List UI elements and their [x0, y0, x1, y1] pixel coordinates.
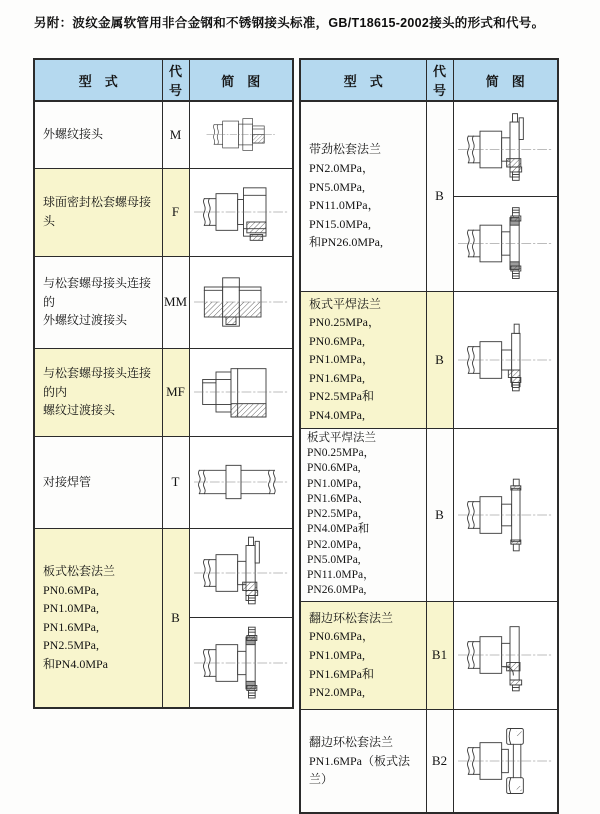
fitting-code: B [426, 291, 453, 428]
fitting-type-line: 板式平焊法兰 [307, 431, 376, 444]
fitting-type-line: PN11.0MPa，PN15.0MPa, [309, 198, 380, 231]
fitting-type-line: PN0.6MPa，PN1.0MPa, [309, 629, 375, 662]
table-row [300, 709, 558, 813]
fitting-type-line: PN1.6MPa和PN2.0MPa, [309, 666, 375, 700]
sketch-stack [190, 102, 293, 167]
table-row [34, 528, 293, 708]
fitting-type-line: PN2.5MPa和PN4.0MPa, [309, 389, 375, 423]
sketch-stack [190, 529, 293, 707]
fitting-type-cell [300, 428, 426, 601]
fitting-type-cell [34, 348, 162, 436]
fitting-type-line: PN1.6MPa（板式法兰） [309, 753, 411, 787]
fitting-type-cell [34, 256, 162, 348]
fitting-type-cell [34, 528, 162, 708]
table-row [34, 256, 293, 348]
fitting-type-line: 板式平焊法兰 [309, 296, 382, 311]
flared-ring-flange-diagram [455, 616, 555, 694]
sketch-diagram [454, 306, 558, 414]
fitting-type-cell [34, 168, 162, 256]
fitting-code: B [426, 428, 453, 601]
fitting-type-line: 翻边环松套法兰 [309, 610, 394, 625]
fitting-type-line: 对接焊管 [43, 474, 92, 489]
column-header-sketch: 简 图 [453, 59, 558, 101]
fitting-sketch-cell [189, 101, 293, 168]
sketch-diagram [454, 710, 558, 812]
fitting-type-line: PN2.0MPa，PN5.0MPa, [309, 161, 375, 194]
plate-loose-flange-1-diagram [191, 533, 291, 613]
fitting-type-line: 外螺纹接头 [43, 127, 104, 142]
sketch-diagram [454, 102, 558, 196]
fitting-sketch-cell [189, 528, 293, 708]
fitting-type-cell [300, 101, 426, 291]
sketch-diagram [190, 169, 293, 255]
fitting-type-line: PN1.0MPa，PN1.6MPa, [309, 352, 375, 385]
fitting-sketch-cell [189, 348, 293, 436]
column-header-type: 型 式 [34, 59, 162, 101]
fitting-type-line: 翻边环松套法兰 [309, 735, 394, 750]
fitting-type-line: 和PN26.0MPa, [309, 235, 384, 250]
table-row [34, 348, 293, 436]
fitting-type-line: PN2.5MPa，PN4.0MPa和 [307, 508, 370, 536]
male-thread-diagram [191, 107, 291, 162]
fitting-type-cell [300, 709, 426, 813]
sketch-diagram [190, 349, 293, 435]
fitting-sketch-cell [453, 291, 558, 428]
table-header-row [34, 59, 293, 101]
plate-loose-flange-2-diagram [191, 623, 291, 703]
neck-loose-flange-2-diagram [455, 201, 555, 286]
fitting-type-line: PN0.6MPa, PN1.0MPa, [43, 582, 100, 616]
sketch-diagram [454, 602, 558, 708]
sketch-stack [190, 169, 293, 255]
table-row [300, 291, 558, 428]
fitting-code: T [162, 436, 189, 528]
right-fittings-table [299, 58, 559, 814]
fitting-type-cell [300, 601, 426, 709]
flared-plate-flange-diagram [455, 722, 555, 800]
table-header-row [300, 59, 558, 101]
fitting-type-line: PN2.0MPa，PN5.0MPa, [307, 538, 370, 566]
table-row [34, 101, 293, 168]
fitting-type-cell [300, 291, 426, 428]
sketch-stack [454, 467, 558, 562]
fitting-type-line: 外螺纹过渡接头 [43, 313, 128, 328]
fitting-type-line: 螺纹过渡接头 [43, 403, 116, 418]
fitting-type-line: PN0.25MPa，PN0.6MPa, [307, 446, 376, 475]
sketch-stack [454, 602, 558, 708]
fitting-sketch-cell [189, 436, 293, 528]
fitting-code: F [162, 168, 189, 256]
fitting-type-line: PN1.6MPa, PN2.5MPa, [43, 619, 100, 653]
fitting-type-line: 与松套螺母接头连接的 [43, 276, 152, 309]
sketch-diagram [454, 467, 558, 562]
table-row [34, 168, 293, 256]
sketch-diagram [190, 102, 293, 167]
table-row [300, 101, 558, 291]
sketch-diagram [190, 437, 293, 527]
neck-loose-flange-1-diagram [455, 107, 555, 192]
sketch-stack [190, 437, 293, 527]
fitting-type-line: PN0.25MPa，PN0.6MPa, [309, 315, 381, 348]
sketch-stack [454, 102, 558, 290]
fitting-type-line: 与松套螺母接头连接的内 [43, 366, 152, 399]
sketch-stack [454, 710, 558, 812]
sketch-diagram [190, 529, 293, 618]
male-female-diagram [191, 354, 291, 430]
union-nut-diagram [191, 174, 291, 250]
butt-weld-diagram [191, 443, 291, 521]
fitting-sketch-cell [453, 101, 558, 291]
fitting-sketch-cell [189, 168, 293, 256]
fitting-sketch-cell [453, 428, 558, 601]
sketch-stack [454, 306, 558, 414]
fitting-sketch-cell [189, 256, 293, 348]
fitting-type-line: PN11.0MPa，PN26.0MPa, [307, 569, 375, 597]
fitting-sketch-cell [453, 601, 558, 709]
fitting-sketch-cell [453, 709, 558, 813]
left-fittings-table [33, 58, 294, 709]
column-header-sketch: 简 图 [189, 59, 293, 101]
fitting-type-line: 板式松套法兰 [43, 563, 116, 578]
sketch-diagram [454, 196, 558, 291]
fitting-type-line: 带劲松套法兰 [309, 142, 382, 157]
fitting-code: M [162, 101, 189, 168]
sketch-diagram [190, 617, 293, 707]
sketch-diagram [190, 257, 293, 347]
fitting-type-cell [34, 436, 162, 528]
double-male-diagram [191, 263, 291, 341]
fitting-type-cell [34, 101, 162, 168]
plate-weld-flange-1-diagram [455, 321, 555, 399]
sketch-stack [190, 257, 293, 347]
table-row [300, 428, 558, 601]
column-header-code: 代号 [162, 59, 189, 101]
fitting-type-line: 和PN4.0MPa [43, 656, 109, 671]
sketch-stack [190, 349, 293, 435]
fitting-code: B1 [426, 601, 453, 709]
fitting-tables [33, 58, 559, 814]
fitting-code: MM [162, 256, 189, 348]
fitting-code: B2 [426, 709, 453, 813]
table-row [34, 436, 293, 528]
fitting-code: B [162, 528, 189, 708]
fitting-type-line: 球面密封松套螺母接头 [43, 195, 152, 228]
column-header-code: 代号 [426, 59, 453, 101]
column-header-type: 型 式 [300, 59, 426, 101]
fitting-type-line: PN1.0MPa，PN1.6MPa、 [307, 477, 370, 505]
fitting-code: MF [162, 348, 189, 436]
fitting-code: B [426, 101, 453, 291]
table-row [300, 601, 558, 709]
page-note: 另附：波纹金属软管用非合金钢和不锈钢接头标准，GB/T18615-2002接头的形式和代号。 [34, 16, 545, 30]
plate-weld-flange-2-diagram [455, 476, 555, 554]
